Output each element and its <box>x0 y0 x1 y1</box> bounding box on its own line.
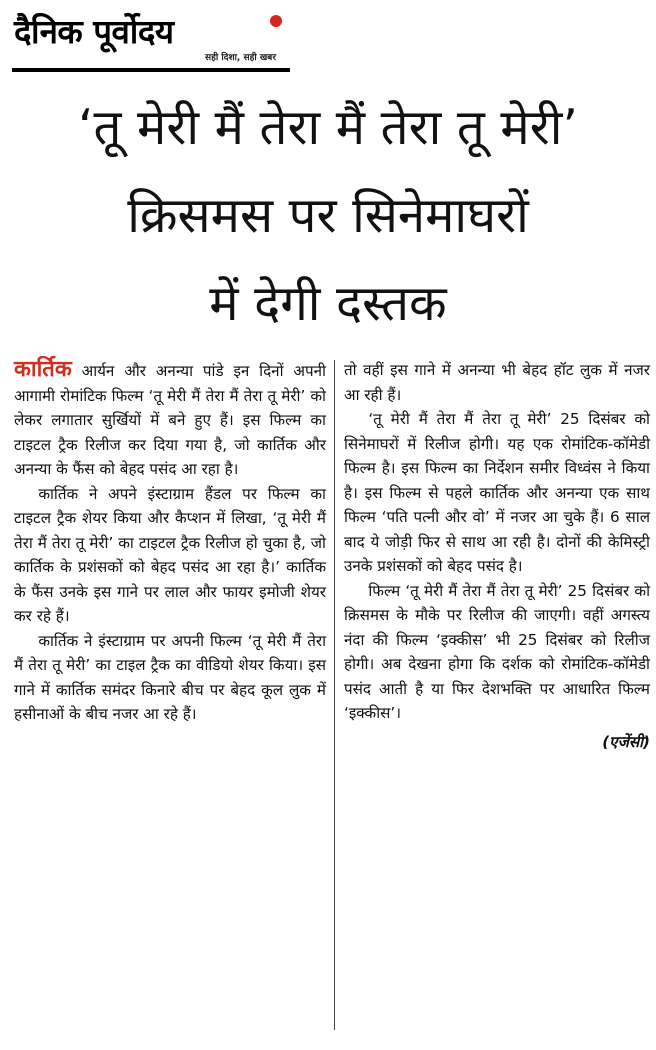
article-paragraph: ‘तू मेरी मैं तेरा मैं तेरा तू मेरी’ 25 दिसंबर को सिनेमाघरों में रिलीज होगी। यह एक रोमांटिक-कॉमेडी फिल्म है। इस फिल्म का निर्देशन समीर विध्वंस ने किया है। इस फिल्म से पहले कार्तिक और अनन्या एक साथ फिल्म ‘पति पत्नी और वो’ में नजर आ चुके हैं। 6 साल बाद ये जोड़ी फिर से साथ आ रही है। दोनों की केमिस्ट्री उनके प्रशंसकों को बेहद पसंद है। <box>344 410 650 575</box>
headline-line-1: ‘तू मेरी मैं तेरा मैं तेरा तू मेरी’ <box>77 99 579 156</box>
column-divider <box>334 360 335 1030</box>
logo-dot-icon <box>270 15 282 27</box>
masthead-rule <box>12 68 290 72</box>
article-column-left <box>14 358 326 727</box>
article-paragraph: कार्तिक ने इंस्टाग्राम पर अपनी फिल्म ‘तू मेरी मैं तेरा मैं तेरा तू मेरी’ का टाइल ट्रैक का वीडियो शेयर किया। इस गाने में कार्तिक समंदर किनारे बीच पर बेहद कूल लुक में हसीनाओं के बीच नजर आ रहे हैं। <box>14 631 326 723</box>
paragraph-text: आर्यन और अनन्या पांडे इन दिनों अपनी आगामी रोमांटिक फिल्म ‘तू मेरी मैं तेरा मैं तेरा तू मेरी’ को लेकर लगातार सुर्खियों में बने हुए हैं। इस फिल्म का टाइटल ट्रैक रिलीज कर दिया गया है, जो कार्तिक और अनन्या के फैंस को बेहद पसंद आ रहा है। <box>14 362 326 478</box>
agency-credit: (एजेंसी) <box>602 732 650 751</box>
lead-word: कार्तिक <box>14 357 72 382</box>
article-headline <box>0 84 656 348</box>
article-column-right <box>344 358 650 754</box>
article-paragraph <box>14 358 326 482</box>
newspaper-logo: दैनिक पूर्वोदय <box>14 12 174 51</box>
headline-line-3: में देगी दस्तक <box>209 275 447 332</box>
masthead <box>12 6 290 72</box>
article-paragraph: कार्तिक ने अपने इंस्टाग्राम हैंडल पर फिल्म का टाइटल ट्रैक शेयर किया और कैप्शन में लिखा, ‘तू मेरी मैं तेरा मैं तेरा तू मेरी’ का टाइटल ट्रैक रिलीज हो चुका है, जो कार्तिक के प्रशंसकों को बेहद पसंद आ रहा है।’ कार्तिक के फैंस उनके इस गाने पर लाल और फायर इमोजी शेयर कर रहे हैं। <box>14 484 326 625</box>
article-paragraph: तो वहीं इस गाने में अनन्या भी बेहद हॉट लुक में नजर आ रही हैं। <box>344 361 650 404</box>
article-paragraph: फिल्म ‘तू मेरी मैं तेरा मैं तेरा तू मेरी’ 25 दिसंबर को क्रिसमस के मौके पर रिलीज की जाएगी। वहीं अगस्त्य नंदा की फिल्म ‘इक्कीस’ भी 25 दिसंबर को रिलीज होगी। अब देखना होगा कि दर्शक को रोमांटिक-कॉमेडी पसंद आती है या फिर देशभक्ति पर आधारित फिल्म ‘इक्कीस’। <box>344 581 650 722</box>
newspaper-tagline: सही दिशा, सही खबर <box>205 53 276 63</box>
headline-line-2: क्रिसमस पर सिनेमाघरों <box>127 187 529 244</box>
